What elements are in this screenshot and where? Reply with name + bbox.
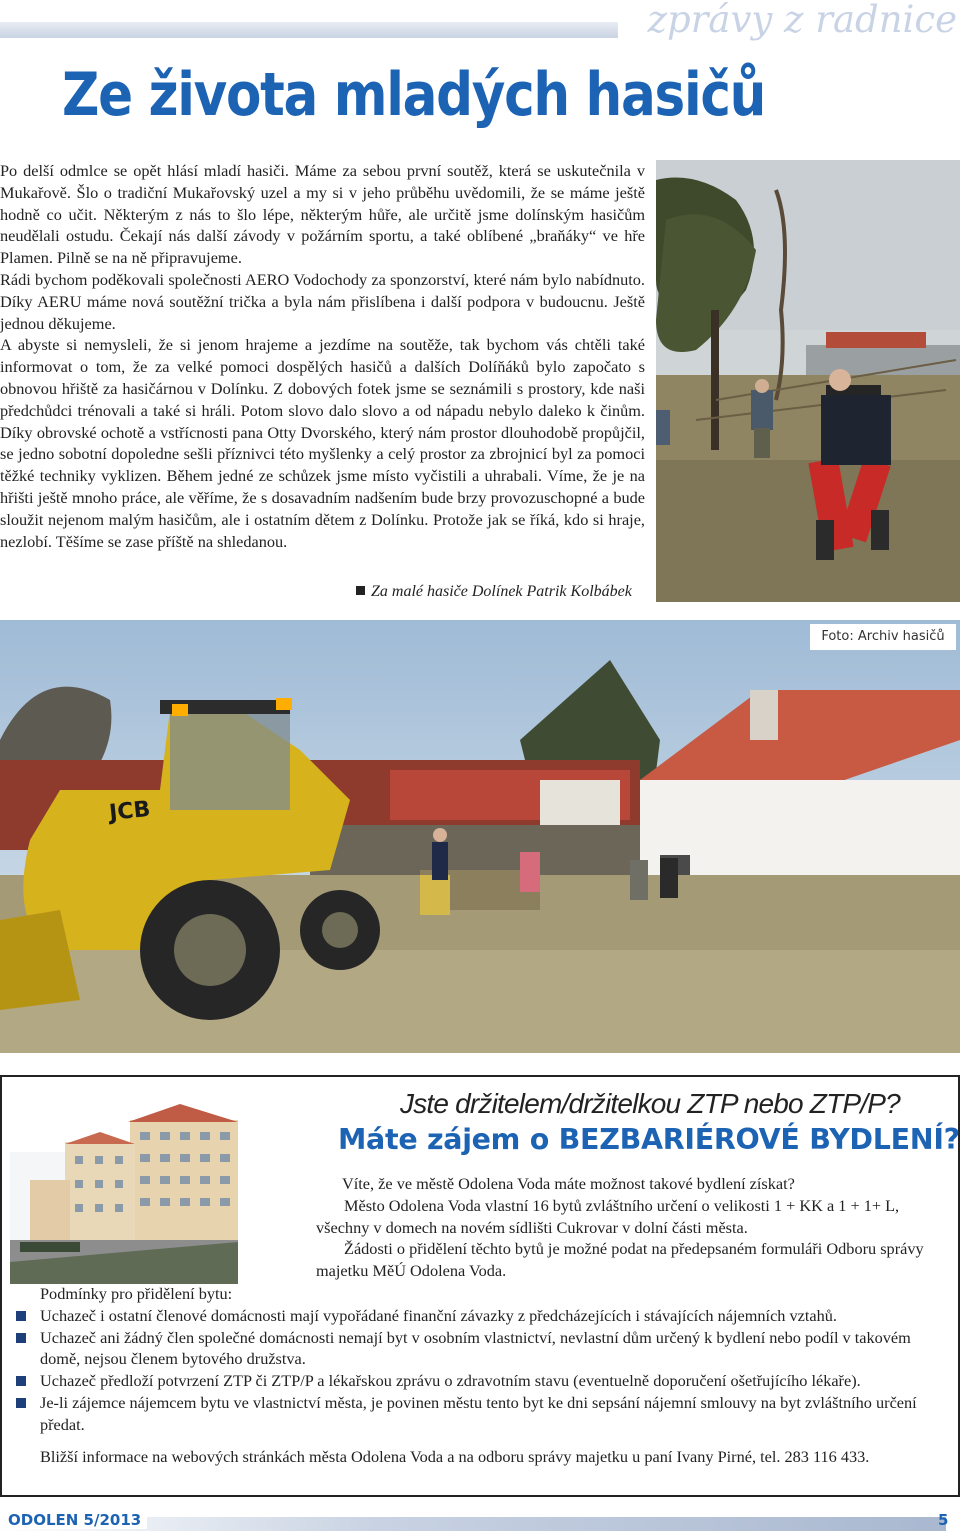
condition-item: Je-li zájemce nájemcem bytu ve vlastnictví města, je povinen městu tento byt ke dni sepsání nájemní smlouvy na byt zvláštního určení předat. bbox=[14, 1392, 944, 1436]
ad-question: Jste držitelem/držitelkou ZTP nebo ZTP/P? bbox=[400, 1088, 900, 1119]
article-paragraph: Po delší odmlce se opět hlásí mladí hasiči. Máme za sebou první soutěž, která se uskutečnila v Mukařově. Šlo o tradiční Mukařovský uzel a my si v jeho průběhu uvědomili, že se máme ještě hodně co učit. Některým z nás to šlo lépe, některým hůře, ale určitě jsme dolínským hasičům neudělali ostudu. Čekají nás další závody v požárním sportu, a také oblíbené „braňáky“ ve hře Plamen. Pilně se na ně připravujeme. bbox=[0, 161, 645, 268]
photo-kids-raking bbox=[656, 160, 960, 602]
page-number: 5 bbox=[938, 1511, 949, 1529]
ad-title: Máte zájem o BEZBARIÉROVÉ BYDLENÍ? bbox=[338, 1123, 960, 1156]
article-paragraph: A abyste si nemysleli, že si jenom hrajeme a jezdíme na soutěže, tak bychom vás chtěli také informovat o tom, že za velké pomoci dospělých hasičů a dalších Dolíňáků bylo započato s obnovou hřiště za hasičárnou v Dolínku. Z dobových fotek jsme se seznámili s prostory, kde naši předchůdci trénovali a také si hráli. Potom slovo dalo slovo a od nápadu nebylo daleko k činům. Díky obrovské ochotě a vstřícnosti pana Otty Dvorského, který nám prostor dlouhodobě propůjčil, se jedno sobotní dopoledne sešli příznivci této myšlenky a celý prostor za zbrojnicí byl za pomoci těžké techniky vyklizen. Během jedné ze schůzek jsme místo vyčistili a uhrabali. Víme, že je na hřišti ještě mnoho práce, ale věříme, že s dosavadním nadšením bude brzy provozuschopné a bude sloužit nejenom malým hasičům, ale i ostatním dětem z Dolínku. Protože jak se říká, kdo si hraje, nezlobí. Těšíme se zase příště na shledanou. bbox=[0, 335, 645, 551]
bullet-square-icon bbox=[356, 586, 365, 595]
bullet-square-icon bbox=[16, 1398, 26, 1408]
bullet-square-icon bbox=[16, 1333, 26, 1343]
ad-intro-line: Žádosti o přidělení těchto bytů je možné podat na předepsaném formuláři Odboru správy majetku MěÚ Odolena Voda. bbox=[316, 1239, 924, 1281]
ad-intro-line: Město Odolena Voda vlastní 16 bytů zvláštního určení o velikosti 1 + KK a 1 + 1+ L, všechny v domech na novém sídlišti Cukrovar v dolní části města. bbox=[316, 1195, 900, 1237]
ad-conditions bbox=[14, 1283, 944, 1467]
issue-label: ODOLEN 5/2013 bbox=[8, 1511, 147, 1529]
ad-footer-info: Bližší informace na webových stránkách města Odolena Voda a na odboru správy majetku u paní Ivany Pirné, tel. 283 116 433. bbox=[40, 1446, 870, 1466]
byline-text: Za malé hasiče Dolínek Patrik Kolbábek bbox=[371, 583, 632, 600]
photo-tractor bbox=[0, 620, 960, 1053]
bullet-square-icon bbox=[16, 1311, 26, 1321]
bullet-square-icon bbox=[16, 1376, 26, 1386]
ad-intro-line: Víte, že ve městě Odolena Voda máte možnost takové bydlení získat? bbox=[342, 1174, 795, 1193]
photo-apartment-buildings bbox=[10, 1092, 238, 1284]
section-title: zprávy z radnice bbox=[647, 0, 957, 41]
article-byline bbox=[356, 583, 632, 601]
condition-item: Uchazeč ani žádný člen společné domácnosti nemají byt v osobním vlastnictví, nevlastní dům určený k bydlení nebo podíl v takovém domě, nejsou členem bytového družstva. bbox=[14, 1327, 944, 1371]
photo-credit: Foto: Archiv hasičů bbox=[810, 624, 956, 650]
article-paragraph: Rádi bychom poděkovali společnosti AERO Vodochody za sponzorství, které nám bylo nabídnuto. Díky AERU máme nová soutěžní trička a byla nám přislíbena i další podpora v budoucnu. Ještě jednou děkujeme. bbox=[0, 269, 645, 333]
svg-text:JCB: JCB bbox=[108, 796, 152, 826]
conditions-title: Podmínky pro přidělení bytu: bbox=[40, 1284, 233, 1303]
condition-item: Uchazeč i ostatní členové domácnosti mají vypořádané finanční závazky z předcházejících i stávajících nájemních vztahů. bbox=[14, 1305, 944, 1327]
page-title: Ze života mladých hasičů bbox=[62, 60, 766, 130]
ad-intro bbox=[316, 1173, 944, 1282]
condition-item: Uchazeč předloží potvrzení ZTP či ZTP/P a lékařskou zprávu o zdravotním stavu (eventuelně doporučení ošetřujícího lékaře). bbox=[14, 1370, 944, 1392]
article-body bbox=[0, 160, 645, 552]
header-rule bbox=[0, 22, 618, 38]
